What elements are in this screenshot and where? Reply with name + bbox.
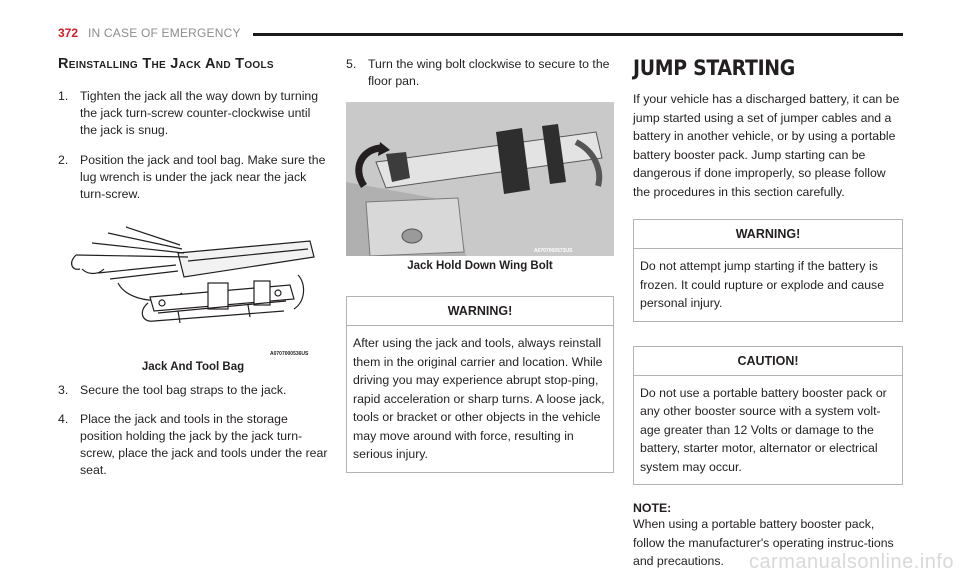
step-3	[58, 382, 328, 399]
step-4	[58, 411, 328, 479]
step-1	[58, 88, 328, 139]
wing-bolt-photo	[346, 102, 614, 256]
page-number: 372	[58, 26, 79, 40]
figure-code: A0707000536US	[270, 351, 309, 357]
step-number: 4.	[58, 412, 69, 426]
warning-box	[633, 219, 903, 322]
note-title: NOTE:	[633, 501, 672, 515]
left-column	[58, 56, 328, 479]
step-5	[346, 56, 614, 90]
step-2	[58, 152, 328, 203]
warning-text: After using the jack and tools, always reinstall them in the original carrier and location. While driving you may experience abrupt stop-ping, rapid acceleration or sharp turns. A loose jack, tools or bracket or other objects in the vehicle may move around with force, resulting in serious injury.	[353, 336, 605, 461]
caution-text: Do not use a portable battery booster pack or any other booster source with a system volt-age greater than 12 Volts or damage to the battery, starter motor, alternator or electrical system may occur.	[640, 385, 887, 474]
jump-starting-title: JUMP STARTING	[633, 56, 796, 80]
warning-text: Do not attempt jump starting if the battery is frozen. It could rupture or explode and cause personal injury.	[640, 259, 885, 310]
step-number: 1.	[58, 89, 69, 103]
wing-bolt-figure	[346, 102, 614, 276]
warning-box	[346, 296, 614, 473]
section-title: Reinstalling The Jack And Tools	[58, 56, 274, 72]
note-text: When using a portable battery booster pack, follow the manufacturer's operating instruc-tions and precautions.	[633, 517, 894, 568]
step-number: 2.	[58, 153, 69, 167]
header-rule	[253, 33, 903, 36]
step-number: 5.	[346, 57, 357, 71]
step-text: Secure the tool bag straps to the jack.	[80, 383, 287, 397]
section-name: IN CASE OF EMERGENCY	[88, 26, 241, 40]
watermark: carmanualsonline.info	[748, 551, 954, 573]
step-text: Turn the wing bolt clockwise to secure to the floor pan.	[368, 57, 610, 88]
jack-tool-bag-figure	[58, 213, 328, 373]
step-text: Position the jack and tool bag. Make sure the lug wrench is under the jack near the jack turn-screw.	[80, 153, 326, 201]
warning-title: WARNING!	[347, 297, 613, 326]
right-column	[633, 56, 903, 571]
figure-caption: Jack And Tool Bag	[141, 361, 245, 373]
step-text: Tighten the jack all the way down by turning the jack turn-screw counter-clockwise until the jack is snug.	[80, 89, 319, 137]
page-header	[58, 26, 903, 42]
figure-caption: Jack Hold Down Wing Bolt	[407, 260, 553, 272]
step-number: 3.	[58, 383, 69, 397]
caution-box	[633, 346, 903, 486]
step-text: Place the jack and tools in the storage position holding the jack by the jack turn-screw, place the jack and tools under the rear seat.	[80, 412, 328, 477]
middle-column	[346, 56, 614, 473]
warning-title: WARNING!	[634, 220, 902, 249]
intro-paragraph: If your vehicle has a discharged battery, it can be jump started using a set of jumper cables and a battery in another vehicle, or by using a portable battery booster pack. Jump starting can be dangerous if done improperly, so please follow the procedures in this section carefully.	[633, 92, 900, 199]
caution-title: CAUTION!	[634, 347, 902, 376]
jack-and-tool-bag-illustration	[58, 213, 328, 355]
figure-code: A0707000573US	[534, 248, 573, 254]
